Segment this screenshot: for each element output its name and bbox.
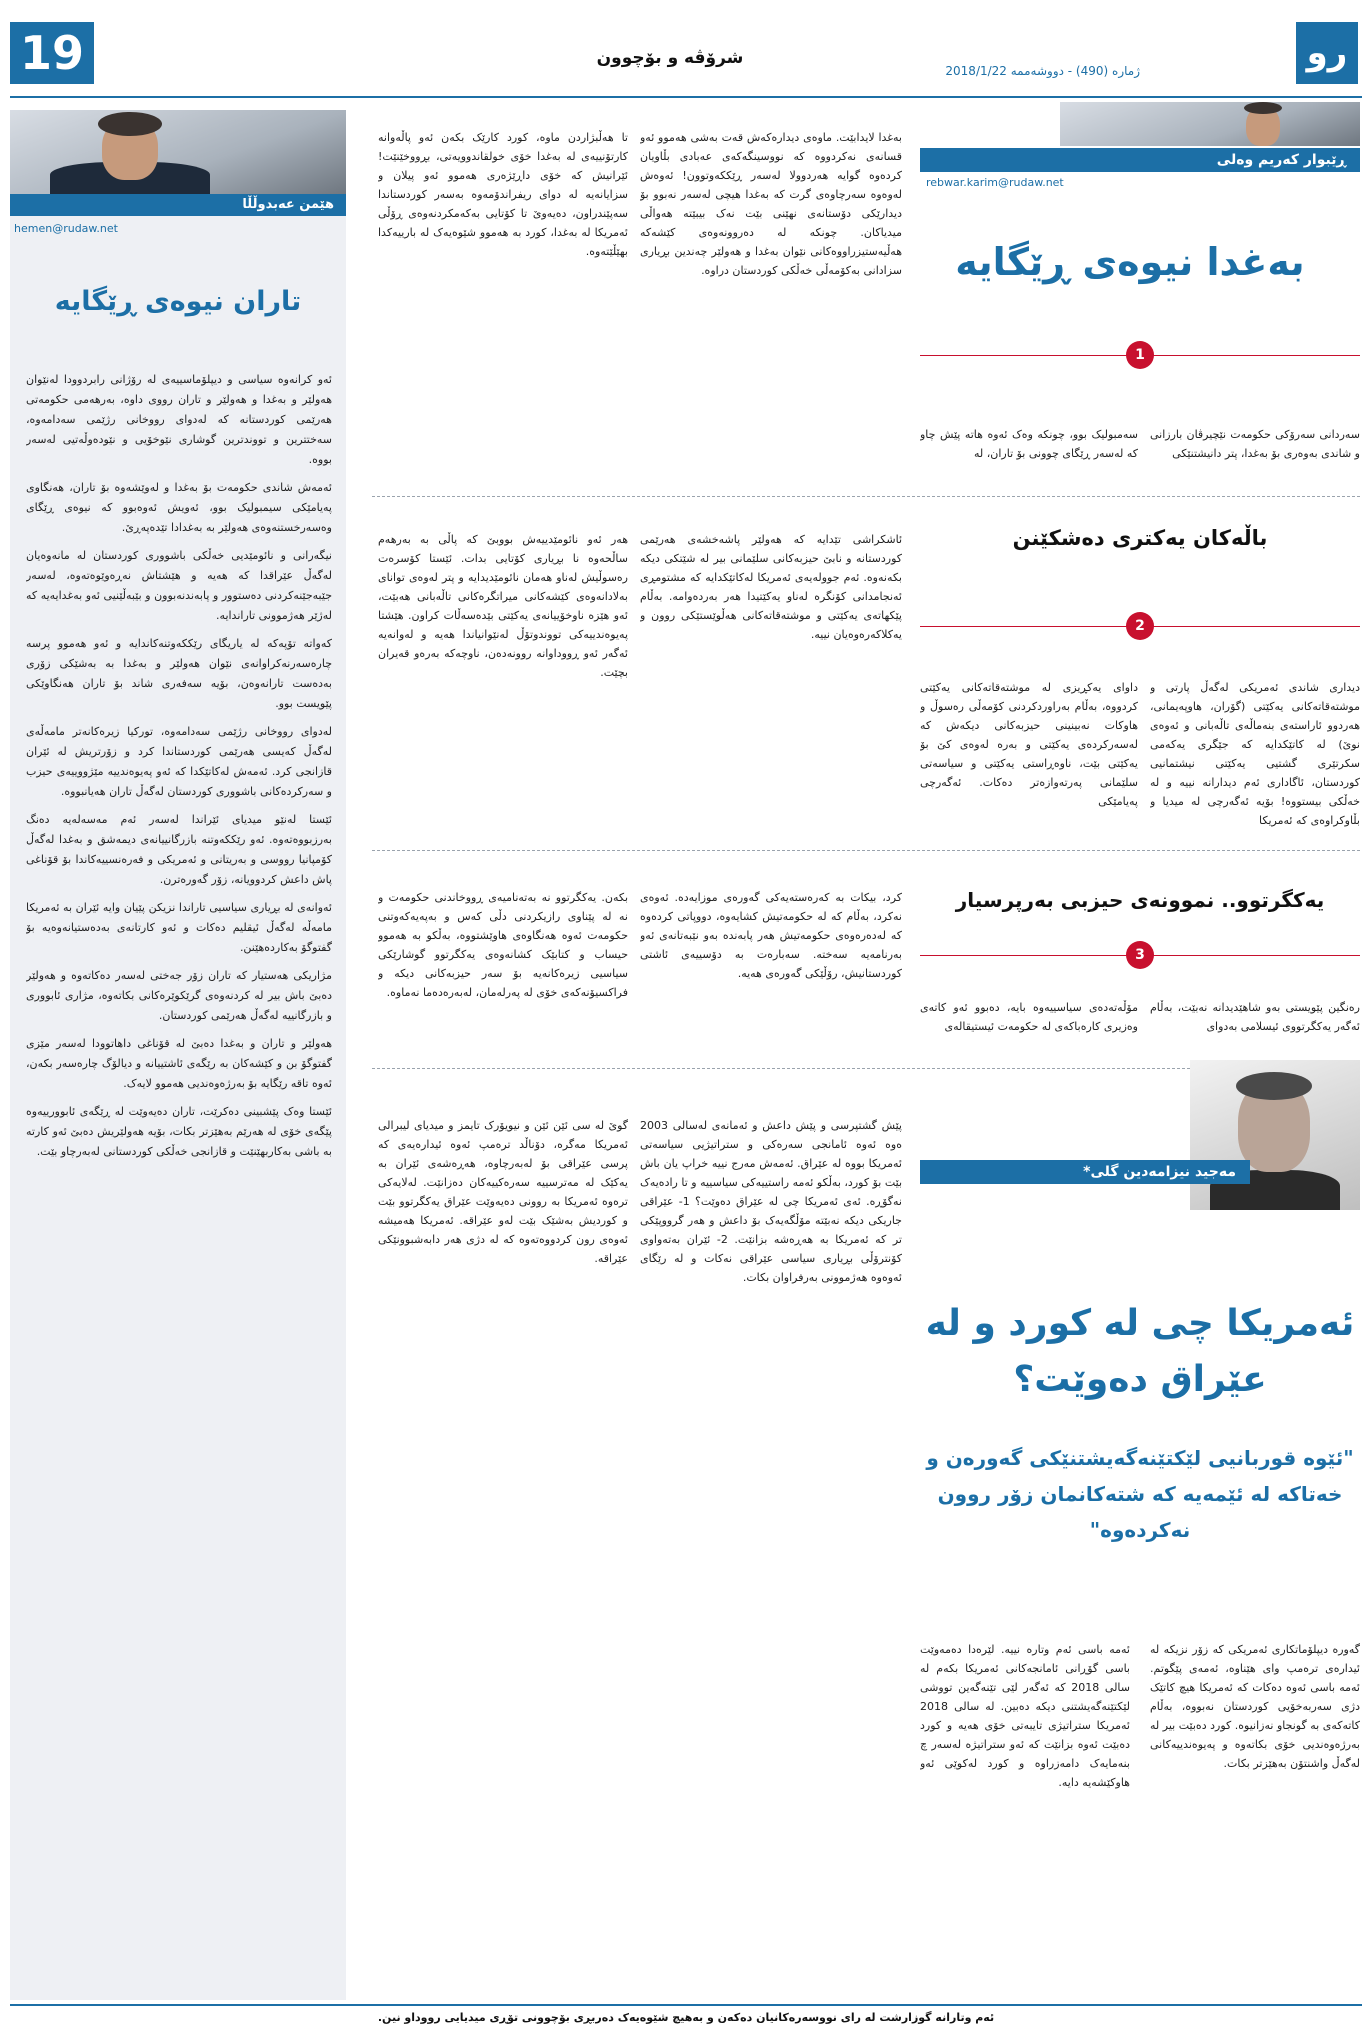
header-rule [10, 96, 1362, 98]
paragraph: ئەوانەی لە بڕیاری سیاسیی تاراندا نزیکن پێیان وایە ئێران بە ئەمریکا مامەڵە لەگەڵ ئیقلیم دەکات و ئەو کارتانەی بەدەستیانەوەیە بۆ گفتوگۆ بەکاردەهێنن. [26, 901, 332, 954]
section-number: 3 [1126, 941, 1154, 969]
paragraph: ئەو کرانەوە سیاسی و دیپلۆماسییەی لە رۆژانی رابردوودا لەنێوان هەولێر و بەغدا و هەولێر و تاران رووی داوە، بەرهەمی حکومەتی هەرێمی کوردستانە کە لەدوای رووخانی رژێمی سەدامەوە، سەختترین و تووندترین گوشاری نێوخۆیی و نێودەوڵەتیی لەسەر بووە. [26, 373, 332, 466]
text-column: گوێ لە سی ئێن ئێن و نیویۆرک تایمز و میدیای لیبرالی ئەمریکا مەگرە، دۆناڵد ترەمپ ئەوە ئیدارەیەی کە پرسی عێراقی بۆ لەبەرچاوە، هەڕەشەی ئێران بە یەکێک لە مەترسییە سەرەکییەکان دەزانێت. لەلایەکی ترەوە ئەمریکا بە روونی دەیەوێت عێراق یەکگرتوو بێت و کوردیش بەشێک بێت لەو عێراقە. ئەمریکا هەمیشە ئەوەی رون کردووەتەوە کە لە دژی هەر دابەشبوونێکی عێراقە. [378, 1119, 628, 1265]
headline: ئەمریکا چی لە کورد و لە عێراق دەوێت؟ [925, 1303, 1355, 1400]
author-name: هێمن عەبدوڵڵا [10, 194, 346, 216]
paragraph: لەدوای رووخانی رژێمی سەدامەوە، تورکیا زیرەکانەتر مامەڵەی لەگەڵ کەیسی هەرێمی کوردستاندا کرد و زۆرتریش لە ئێران قازانجی کرد. ئەمەش لەکاتێکدا کە ئەو پەیوەندییە مێژووییەی حیزب و سەرکردەکانی باشووری کوردستان لەگەڵ تاران هەیانبووە. [26, 725, 332, 798]
text-column: مۆڵەتەدەی سیاسییەوە بایە، دەبوو ئەو کاتەی وەزیری کارەباکەی لە حکومەت ئیستیقالەی [920, 1001, 1138, 1033]
text-column: کرد، بیکات بە کەرەستەیەکی گەورەی موزایەدە. ئەوەی نەکرد، بەڵام کە لە حکومەتیش کشایەوە، دووپاتی کردەوە کە لەدەرەوەی حکومەتیش هەر پابەندە بەو نێبەتانەی ئەو بەرنامەیە سەختە. سەبارەت بە دۆسییەی ئاشتی کوردستانیش، رۆڵێکی گەورەی هەیە. [640, 891, 902, 980]
headline: بەغدا نیوەی ڕێگایە [955, 240, 1305, 284]
text-column: رەنگین پێویستی بەو شاهێدیدانە نەبێت، بەڵام ئەگەر یەکگرتووی ئیسلامی بەدوای [1150, 1001, 1360, 1033]
headline: تاران نیوەی ڕێگایە [54, 286, 302, 317]
section-separator [372, 850, 1360, 851]
author-name: مەجید نیزامەدین گلی* [920, 1160, 1250, 1184]
author-photo [1060, 102, 1360, 146]
section-number: 2 [1126, 612, 1154, 640]
page-number: 19 [10, 22, 94, 84]
section-number: 1 [1126, 341, 1154, 369]
paragraph: هەولێر و تاران و بەغدا دەبێ لە قۆناغی داهاتوودا لەسەر مێزی گفتوگۆ بن و کێشەکان بە رێگەی ئاشتییانە و دیالۆگ چارەسەر بکەن، ئەوە تاقە رێگایە بۆ بەرژەوەندیی هەموو لایەک. [26, 1037, 332, 1090]
author-photo [1190, 1060, 1360, 1210]
subheading: یەکگرتوو.. نموونەی حیزبی بەرپرسیار [955, 888, 1325, 912]
text-column: دیداری شاندی ئەمریکی لەگەڵ پارتی و موشتەقاتەکانی یەکێتی (گۆران، هاوپەیمانی، هەردوو ئاراستەی بنەماڵەی تاڵەبانی و ئەوەی نوێ) لە کاتێکدایە کە جێگری یەکەمی سکرتێری گشتیی یەکێتی نیشتمانیی کوردستان، ئاگاداری ئەم دیدارانە نییە و لە خەڵکی بیستووە! بۆیە ئەگەرچی لە میدیا و بڵاوکراوەی کە ئەمریکا [1150, 681, 1360, 827]
text-column: تا هەڵبژاردن ماوە، کورد کارێک بکەن ئەو پاڵەوانە کارتۆنییەی لە بەغدا خۆی خولقاندوویەتی، بڕووخێنێت! ئێرانیش کە خۆی داڕێژەری هەموو ئەو پیلان و سزایانەیە لە دوای ریفراندۆمەوە بەسەر کوردستاندا سەپێندراون، دەیەوێ تا کۆتایی بەکەمکردنەوەی ڕۆڵی ئەمریکا لە بەغدا، کورد بە هەموو شێوەیەک لە بارییەکدا بهێڵێتەوە. [378, 131, 628, 258]
text-column: پێش گشتپرسی و پێش داعش و ئەمانەی لەسالی 2003 ەوە ئەوە ئامانجی سەرەکی و ستراتیژیی سیاسەتی ئەمریکا بووە لە عێراق. ئەمەش مەرج نییە خراپ یان باش بێت بۆ کورد، بەڵکو ئەمە راستییەکی سیاسییە و تا رادەیەک نەگۆڕە. ئەی ئەمریکا چی لە عێراق دەوێت؟ 1- عێراقی جاریکی دیکە نەبێتە مۆڵگەیەک بۆ داعش و هەر گرووپێکی تر کە ئەمریکا بە هەڕەشە بزانێت. 2- ئێران بەتەواوی کۆنترۆڵی بڕیاری سیاسی عێراقی نەکات و لە رێگای ئەوەوە هەژموونی بەرفراوان بکات. [640, 1119, 902, 1284]
text-column: سەردانی سەرۆکی حکومەت نێچیرڤان بارزانی و شاندی بەوەری بۆ بەغدا، پتر دانیشتنێکی [1150, 428, 1360, 460]
paragraph: ئەمەش شاندی حکومەت بۆ بەغدا و لەوێشەوە بۆ تاران، هەنگاوی پەیامێکی سیمبولیک بوو، ئەویش ئەوەبوو کە نیوەی ڕێگای وەسەرخستنەوەی هەولێر بە بەغدادا تێدەپەڕێ. [26, 481, 332, 534]
text-column: سەمبولیک بوو، چونکە وەک ئەوە هاتە پێش چاو کە لەسەر ڕێگای چوونی بۆ تاران، لە [920, 428, 1138, 460]
subheading: باڵەکان یەکتری دەشکێنن [1012, 526, 1268, 550]
author-email[interactable]: rebwar.karim@rudaw.net [926, 176, 1064, 189]
paragraph: مژاریکی هەستیار کە تاران زۆر جەختی لەسەر دەکاتەوە و هەولێر دەبێ باش بیر لە کردنەوەی گرێکوێرەکانی بکاتەوە، مژاری ئابووری و بازرگانییە لەگەڵ هەرێمی کوردستان. [26, 969, 332, 1022]
section-separator [372, 496, 1360, 497]
section-title: شرۆڤە و بۆچوون [596, 48, 744, 68]
pull-quote: "ئێوە قوربانیی لێکتێنەگەیشتنێکی گەورەن و خەتاکە لە ئێمەیە کە شتەکانمان زۆر روون نەکردەوە" [926, 1446, 1354, 1542]
paragraph: ئێستا وەک پێشبینی دەکرێت، تاران دەیەوێت لە ڕێگەی ئابوورییەوە پێگەی خۆی لە هەرێم بەهێزتر بکات، بۆیە هەولێریش دەبێ ئەو کارتە بە باشی بەکاربهێنێت و قازانجی خەڵکی کوردستانی لەبەرچاو بێت. [26, 1105, 332, 1158]
paragraph: نیگەرانی و نائومێدیی خەڵکی باشووری کوردستان لە مانەوەیان لەگەڵ عێراقدا کە هەیە و هێشتاش نەڕەوێوەتەوە، لەسەر جێبەجێنەکردنی دەستوور و پابەندنەبوون و بێبەڵێنیی ئەو بەغدایەیە کە لەژێر هەژموونی تاراندایە. [26, 549, 332, 622]
text-column: گەورە دیپلۆماتکاری ئەمریکی کە زۆر نزیکە لە ئیدارەی ترەمپ وای هێناوە، ئەمەی پێگوتم. ئەمە باسی ئەوە دەکات کە ئەمریکا هیچ کاتێک دژی سەربەخۆیی کوردستان نەبووە، بەڵام کاتەکەی بە گونجاو نەزانیوە. کورد دەبێت بیر لە بەرژەوەندیی خۆی بکاتەوە و پەیوەندییەکانی لەگەڵ واشنتۆن بەهێزتر بکات. [1150, 1643, 1360, 1770]
text-column: هەر ئەو نائومێدییەش بووبێ کە پاڵی بە بەرهەم ساڵحەوە نا بڕیاری کۆتایی بدات. ئێستا کۆسرەت رەسوڵیش لەناو هەمان نائومێدیدایە و پتر لەوەی توانای بەلادانەوەی کێشەکانی میراتگرەکانی تاڵەبانی هەبێت، ئەو هێزە ناوخۆییانەی یەکێتی بێدەسەڵات کراون. هێشتا پەیوەندییەکی تووندوتۆڵ لەنێوانیاندا هەیە و لەوانەیە ئەگەر ئەو ڕووداوانە روونەدەن، ناوچەکە بەرەو قەیران بچێت. [378, 533, 628, 679]
article-body [26, 370, 332, 1970]
text-column: ئەمە باسی ئەم وتارە نییە. لێرەدا دەمەوێت باسی گۆڕانی ئامانجەکانی ئەمریکا بکەم لە سالی 2018 کە ئەگەر لێی تێنەگەین تووشی لێکتێنەگەیشتنی دیکە دەبین. لە سالی 2018 ئەمریکا ستراتیژی تایبەتی خۆی هەیە و کورد دەبێت ئەوە بزانێت کە ئەو ستراتیژە لەسەر چ بنەمایەک دامەزراوە و کورد لەکوێی ئەو هاوکێشەیە دایە. [920, 1643, 1130, 1789]
paragraph: کەواتە تۆپەکە لە یاریگای رێککەوتنەکاندایە و ئەو هەموو پرسە چارەسەرنەکراوانەی نێوان هەولێر و بەغدا بە بەشێکی زۆری بەدەست تارانەوەن، بۆیە سەفەری شاند بۆ تاران هەنگاوێکی پێویست بوو. [26, 637, 332, 710]
issue-date: ژمارە (490) - دووشەممە 2018/1/22 [945, 64, 1140, 78]
text-column: بەغدا لایدابێت. ماوەی دیدارەکەش قەت بەشی هەموو ئەو قسانەی نەکردووە کە نووسینگەکەی عەبادی بڵاویان کردەوە گوایە هەردوولا لەسەر ڕێککەوتوون! ئەوەش لەوەوە سەرچاوەی گرت کە بەغدا هیچی لەسەر نەبوو بۆ دیدارێکی دۆستانەی نهێنی بێت نەک بیبێتە هەواڵی میدیاکان. چونکە لە دەروونەوەی کێشەکە هەڵیەستیزراووەکانی نێوان بەغدا و هەولێر چەندین بڕیاری سزادانی بەکۆمەڵی خەڵکی کوردستان دراوە. [640, 131, 902, 277]
text-column: ئاشکراشی تێدایە کە هەولێر پاشەخشەی هەرێمی کوردستانە و نابێ حیزبەکانی سلێمانی بیر لە شێتکی دیکە بکەنەوە. ئەم جوولەیەی ئەمریکا لەکاتێکدایە کە مشتومڕی ئەنجامدانی کۆنگرە لەناو یەکێتیدا هەر بەردەوامە. بەڵام پێکهاتەی یەکێتی و موشتەقاتەکانی هەڵوێستێکی روون و یەکلاکەرەوەیان نییە. [640, 533, 902, 641]
author-name: ڕێبوار کەریم وەلی [920, 148, 1360, 172]
footer-disclaimer: ئەم وتارانە گوزارشت لە رای نووسەرەکانیان دەکەن و بەهیچ شێوەیەک دەربڕی بۆچوونی تۆڕی میدیایی رووداو نین. [10, 2004, 1362, 2030]
text-column: داوای یەکڕیزی لە موشتەقاتەکانی یەکێتی کردووە، بەڵام بەراوردکردنی کۆمەڵی رەسوڵ و هاوکات نەبینینی حیزبەکانی دیکەش کە لەسەرکردەی یەکێتی و بەرە لەوەی کێ بۆ یەکێتی بێت، ناوەڕاستی یەکێتی و سیاسەتی سلێمانی پەرتەوازەتر دەکات. ئەگەرچی پەیامێکی [920, 681, 1138, 808]
author-email[interactable]: hemen@rudaw.net [14, 222, 118, 235]
author-photo [10, 110, 346, 194]
paragraph: ئێستا لەنێو میدیای ئێراندا لەسەر ئەم مەسەلەیە دەنگ بەرزبووەتەوە. ئەو رێککەوتنە بازرگانییانەی دیمەشق و بەغدا لەگەڵ کۆمپانیا رووسی و بەریتانی و ئەمریکی و فەرەنسییەکاندا بۆ قۆناغی پاش داعش کردوویانە، زۆر گەورەترن. [26, 813, 332, 886]
text-column: بکەن. یەکگرتوو نە بەتەنامیەی ڕووخاندنی حکومەت و نە لە پێناوی رازیکردنی دڵی کەس و بەپەیەکەوتنی حکومەت ئەوە هەنگاوەی هاوێشتووە، بەڵکو بە هەموو حیساب و کتابێک کشانەوەی یەکگرتوو گوشارێکی سیاسیی زیرەکانەیە بۆ سەر حیزبەکانی دیکە و فراکسیۆنەکەی خۆی لە پەرلەمان، لەبەرەدەما نەماوە. [378, 891, 628, 999]
rudaw-logo: رو [1296, 22, 1358, 84]
